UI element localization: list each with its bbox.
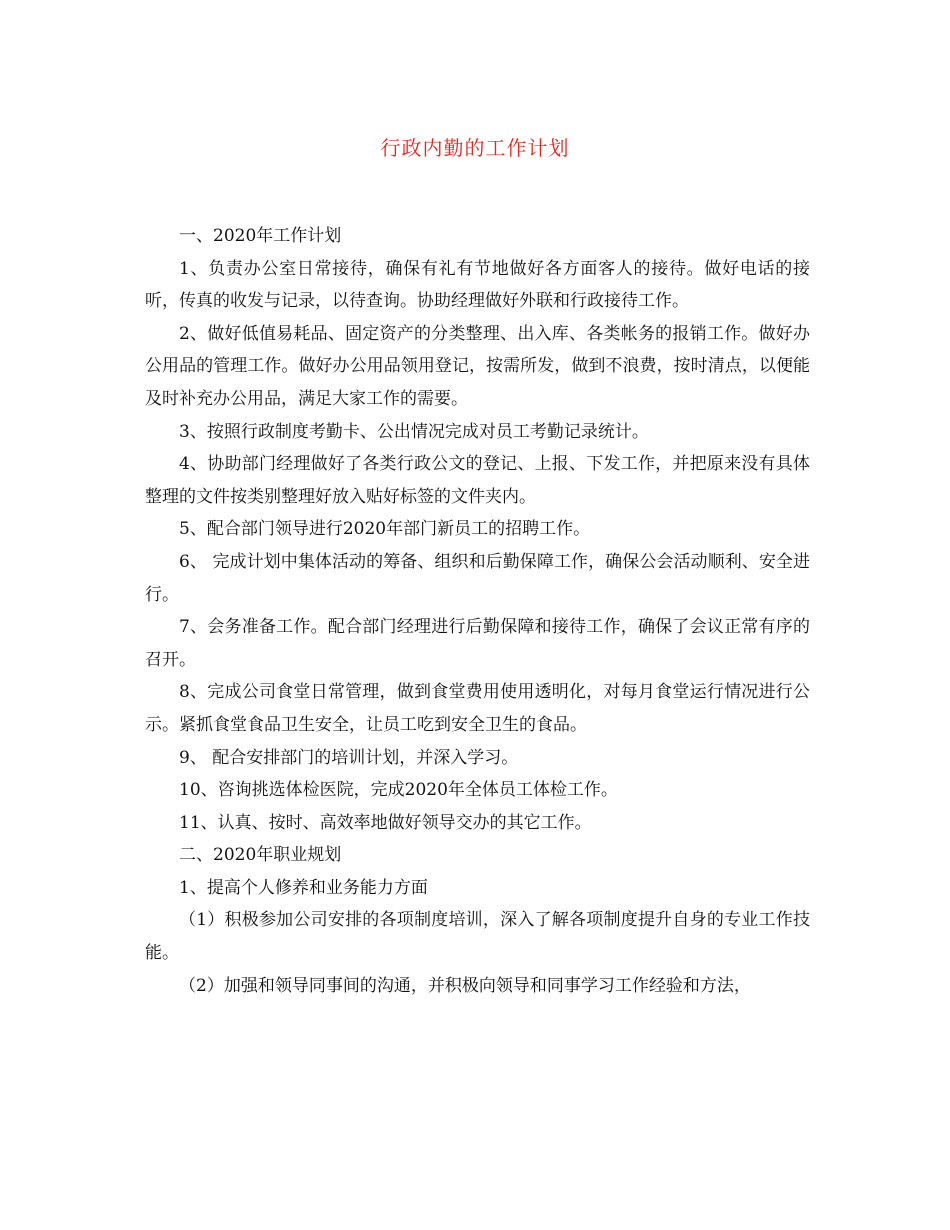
paragraph-subitem-1: （1）积极参加公司安排的各项制度培训，深入了解各项制度提升自身的专业工作技能。 — [145, 910, 810, 964]
paragraph-item-2: 2、做好低值易耗品、固定资产的分类整理、出入库、各类帐务的报销工作。做好办公用品的管理工作。做好办公用品领用登记，按需所发，做到不浪费，按时清点，以便能及时补充办公用品，满足大家工作的需要。 — [145, 323, 810, 409]
paragraph-subitem-2: （2）加强和领导同事间的沟通，并积极向领导和同事学习工作经验和方法， — [179, 975, 751, 996]
paragraph-item-3: 3、按照行政制度考勤卡、公出情况完成对员工考勤记录统计。 — [179, 421, 649, 442]
paragraph-item-10: 10、咨询挑选体检医院，完成2020年全体员工体检工作。 — [179, 780, 618, 801]
paragraph-item-4: 4、协助部门经理做好了各类行政公文的登记、上报、下发工作，并把原来没有具体整理的文件按类别整理好放入贴好标签的文件夹内。 — [145, 454, 810, 507]
paragraph-item-1: 1、负责办公室日常接待，确保有礼有节地做好各方面客人的接待。做好电话的接听，传真的收发与记录，以待查询。协助经理做好外联和行政接待工作。 — [145, 258, 810, 312]
section-heading-work-plan: 一、2020年工作计划 — [179, 226, 342, 246]
paragraph-item-7: 7、会务准备工作。配合部门经理进行后勤保障和接待工作，确保了会议正常有序的召开。 — [145, 617, 810, 670]
paragraph-item-5: 5、配合部门领导进行2020年部门新员工的招聘工作。 — [179, 519, 591, 540]
paragraph-item-8: 8、完成公司食堂日常管理，做到食堂费用使用透明化，对每月食堂运行情况进行公示。紧抓食堂食品卫生安全，让员工吃到安全卫生的食品。 — [145, 682, 810, 735]
subheading-personal-ability: 1、提高个人修养和业务能力方面 — [179, 877, 428, 898]
document-body — [145, 220, 810, 1002]
paragraph-item-11: 11、认真、按时、高效率地做好领导交办的其它工作。 — [179, 812, 592, 833]
document-title: 行政内勤的工作计划 — [380, 136, 570, 160]
paragraph-item-6: 6、 完成计划中集体活动的筹备、组织和后勤保障工作，确保公会活动顺利、安全进行。 — [145, 551, 810, 605]
section-heading-career-plan: 二、2020年职业规划 — [179, 845, 342, 866]
paragraph-item-9: 9、 配合安排部门的培训计划，并深入学习。 — [179, 747, 519, 768]
